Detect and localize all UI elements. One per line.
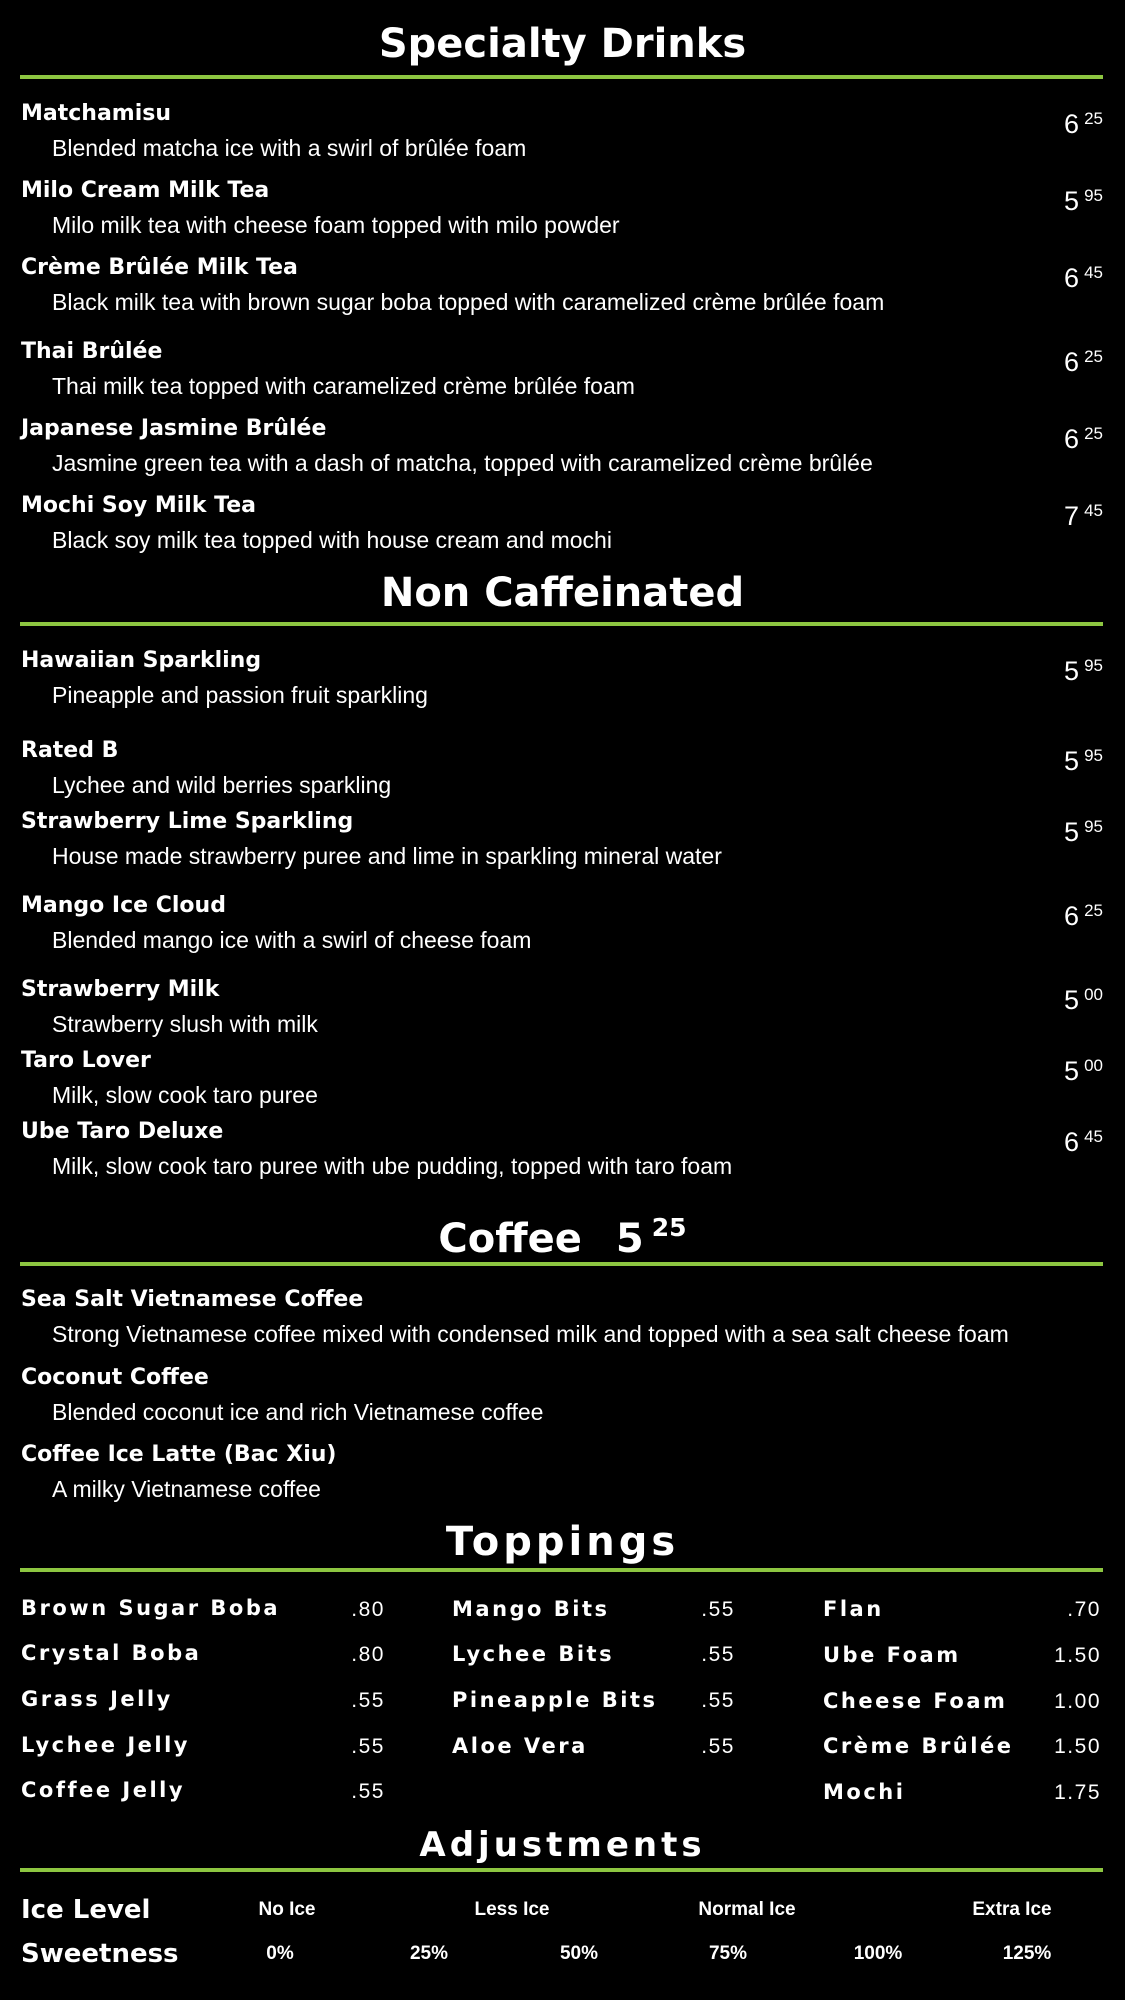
non-caffeinated-title: Non Caffeinated bbox=[380, 570, 745, 616]
price-dollars: 5 bbox=[1064, 186, 1080, 216]
sweetness-option: 0% bbox=[266, 1943, 294, 1964]
menu-item-name: Taro Lover bbox=[21, 1048, 151, 1073]
menu-item-name: Mochi Soy Milk Tea bbox=[21, 493, 256, 518]
menu-item-price bbox=[1064, 1050, 1103, 1087]
price-dollars: 6 bbox=[1064, 1127, 1080, 1157]
sweetness-option: 25% bbox=[409, 1943, 449, 1964]
menu-item-description: Blended matcha ice with a swirl of brûlée foam bbox=[52, 135, 527, 161]
price-dollars: 5 bbox=[1064, 656, 1080, 686]
menu-item-description: Black soy milk tea topped with house cream and mochi bbox=[52, 527, 612, 553]
price-dollars: 6 bbox=[1064, 424, 1080, 454]
coffee-price-cents: 25 bbox=[651, 1213, 687, 1242]
menu-item-price bbox=[1064, 979, 1103, 1016]
menu-item-name: Thai Brûlée bbox=[21, 339, 163, 364]
topping-price: .55 bbox=[351, 1735, 385, 1758]
menu-item-description: Blended mango ice with a swirl of cheese foam bbox=[52, 927, 532, 953]
menu-item-description: Milk, slow cook taro puree bbox=[52, 1082, 318, 1108]
ice-option: Extra Ice bbox=[972, 1899, 1052, 1920]
price-cents: 25 bbox=[1084, 424, 1103, 443]
menu-item-description: Strawberry slush with milk bbox=[52, 1011, 318, 1037]
sweetness-label: Sweetness bbox=[21, 1939, 179, 1969]
sweetness-option: 100% bbox=[853, 1943, 903, 1964]
topping-name: Flan bbox=[823, 1597, 884, 1621]
price-dollars: 5 bbox=[1064, 817, 1080, 847]
price-cents: 25 bbox=[1084, 109, 1103, 128]
price-dollars: 6 bbox=[1064, 347, 1080, 377]
price-dollars: 6 bbox=[1064, 109, 1080, 139]
ice-option: Less Ice bbox=[474, 1899, 550, 1920]
topping-price: .80 bbox=[351, 1643, 385, 1666]
price-cents: 00 bbox=[1084, 1056, 1103, 1075]
menu-item-description: Blended coconut ice and rich Vietnamese coffee bbox=[52, 1399, 544, 1425]
coffee-title-text: Coffee bbox=[438, 1216, 582, 1262]
menu-item-name: Matchamisu bbox=[21, 101, 172, 126]
menu-item-price bbox=[1064, 740, 1103, 777]
price-cents: 95 bbox=[1084, 656, 1103, 675]
menu-item-name: Mango Ice Cloud bbox=[21, 893, 226, 918]
menu-item-name: Ube Taro Deluxe bbox=[21, 1119, 224, 1144]
price-dollars: 6 bbox=[1064, 263, 1080, 293]
menu-item-price bbox=[1064, 495, 1103, 532]
specialty-drinks-title: Specialty Drinks bbox=[378, 21, 747, 67]
topping-price: 1.50 bbox=[1054, 1644, 1101, 1667]
price-dollars: 5 bbox=[1064, 1056, 1080, 1086]
price-cents: 95 bbox=[1084, 746, 1103, 765]
menu-item-name: Sea Salt Vietnamese Coffee bbox=[21, 1287, 364, 1312]
price-cents: 25 bbox=[1084, 347, 1103, 366]
menu-item-name: Rated B bbox=[21, 738, 119, 763]
menu-item-price bbox=[1064, 180, 1103, 217]
price-cents: 45 bbox=[1084, 501, 1103, 520]
menu-item-price bbox=[1064, 257, 1103, 294]
menu-item-name: Milo Cream Milk Tea bbox=[21, 178, 270, 203]
topping-price: 1.50 bbox=[1054, 1735, 1101, 1758]
menu-item-description: Black milk tea with brown sugar boba topped with caramelized crème brûlée foam bbox=[52, 289, 885, 315]
price-cents: 45 bbox=[1084, 1127, 1103, 1146]
menu-item-name: Coconut Coffee bbox=[21, 1365, 209, 1390]
topping-name: Mochi bbox=[823, 1780, 906, 1804]
menu-item-name: Japanese Jasmine Brûlée bbox=[21, 416, 327, 441]
menu-item-name: Strawberry Milk bbox=[21, 977, 220, 1002]
price-dollars: 5 bbox=[1064, 746, 1080, 776]
menu-item-price bbox=[1064, 103, 1103, 140]
topping-name: Cheese Foam bbox=[823, 1689, 1008, 1713]
sweetness-option: 75% bbox=[708, 1943, 748, 1964]
menu-item-description: House made strawberry puree and lime in sparkling mineral water bbox=[52, 843, 722, 869]
price-dollars: 5 bbox=[1064, 985, 1080, 1015]
menu-item-description: Milo milk tea with cheese foam topped with milo powder bbox=[52, 212, 620, 238]
price-cents: 00 bbox=[1084, 985, 1103, 1004]
topping-price: .55 bbox=[701, 1643, 735, 1666]
non-caffeinated-divider bbox=[20, 622, 1103, 626]
topping-name: Mango Bits bbox=[452, 1597, 610, 1621]
topping-price: .80 bbox=[351, 1598, 385, 1621]
price-cents: 95 bbox=[1084, 186, 1103, 205]
menu-item-price bbox=[1064, 895, 1103, 932]
price-dollars: 7 bbox=[1064, 501, 1080, 531]
price-dollars: 6 bbox=[1064, 901, 1080, 931]
topping-price: .55 bbox=[351, 1689, 385, 1712]
sweetness-option: 50% bbox=[559, 1943, 599, 1964]
menu-item-name: Coffee Ice Latte (Bac Xiu) bbox=[21, 1442, 337, 1467]
topping-name: Coffee Jelly bbox=[21, 1778, 186, 1802]
topping-price: 1.75 bbox=[1054, 1781, 1101, 1804]
topping-name: Pineapple Bits bbox=[452, 1688, 658, 1712]
menu-item-price bbox=[1064, 1121, 1103, 1158]
menu-item-name: Strawberry Lime Sparkling bbox=[21, 809, 354, 834]
menu-item-description: A milky Vietnamese coffee bbox=[52, 1476, 321, 1502]
menu-item-price bbox=[1064, 811, 1103, 848]
ice-option: Normal Ice bbox=[698, 1899, 796, 1920]
topping-price: .70 bbox=[1067, 1598, 1101, 1621]
topping-name: Lychee Bits bbox=[452, 1642, 615, 1666]
menu-item-name: Hawaiian Sparkling bbox=[21, 648, 262, 673]
menu-item-description: Jasmine green tea with a dash of matcha, topped with caramelized crème brûlée bbox=[52, 450, 873, 476]
ice-level-label: Ice Level bbox=[21, 1895, 151, 1925]
toppings-title: Toppings bbox=[445, 1519, 680, 1565]
ice-option: No Ice bbox=[258, 1899, 316, 1920]
menu-item-description: Pineapple and passion fruit sparkling bbox=[52, 682, 428, 708]
coffee-divider bbox=[20, 1262, 1103, 1266]
topping-name: Brown Sugar Boba bbox=[21, 1596, 281, 1620]
coffee-title bbox=[0, 1204, 1125, 1263]
topping-name: Crème Brûlée bbox=[823, 1734, 1014, 1758]
topping-name: Grass Jelly bbox=[21, 1687, 173, 1711]
adjustments-divider bbox=[20, 1868, 1103, 1872]
toppings-divider bbox=[20, 1568, 1103, 1572]
menu-item-description: Thai milk tea topped with caramelized crème brûlée foam bbox=[52, 373, 635, 399]
topping-name: Ube Foam bbox=[823, 1643, 961, 1667]
coffee-price-dollars: 5 bbox=[615, 1216, 644, 1262]
topping-price: .55 bbox=[701, 1689, 735, 1712]
sweetness-option: 125% bbox=[1002, 1943, 1052, 1964]
menu-item-price bbox=[1064, 650, 1103, 687]
menu-item-name: Crème Brûlée Milk Tea bbox=[21, 255, 298, 280]
topping-price: .55 bbox=[701, 1598, 735, 1621]
topping-price: .55 bbox=[701, 1735, 735, 1758]
menu-item-price bbox=[1064, 341, 1103, 378]
adjustments-title: Adjustments bbox=[419, 1825, 706, 1865]
price-cents: 45 bbox=[1084, 263, 1103, 282]
price-cents: 95 bbox=[1084, 817, 1103, 836]
topping-name: Crystal Boba bbox=[21, 1641, 202, 1665]
menu-item-description: Milk, slow cook taro puree with ube pudding, topped with taro foam bbox=[52, 1153, 733, 1179]
specialty-divider bbox=[20, 75, 1103, 79]
topping-name: Lychee Jelly bbox=[21, 1733, 190, 1757]
menu-item-price bbox=[1064, 418, 1103, 455]
price-cents: 25 bbox=[1084, 901, 1103, 920]
topping-price: .55 bbox=[351, 1780, 385, 1803]
topping-name: Aloe Vera bbox=[452, 1734, 588, 1758]
menu-item-description: Lychee and wild berries sparkling bbox=[52, 772, 392, 798]
menu-item-description: Strong Vietnamese coffee mixed with condensed milk and topped with a sea salt cheese foam bbox=[52, 1321, 1009, 1347]
topping-price: 1.00 bbox=[1054, 1690, 1101, 1713]
